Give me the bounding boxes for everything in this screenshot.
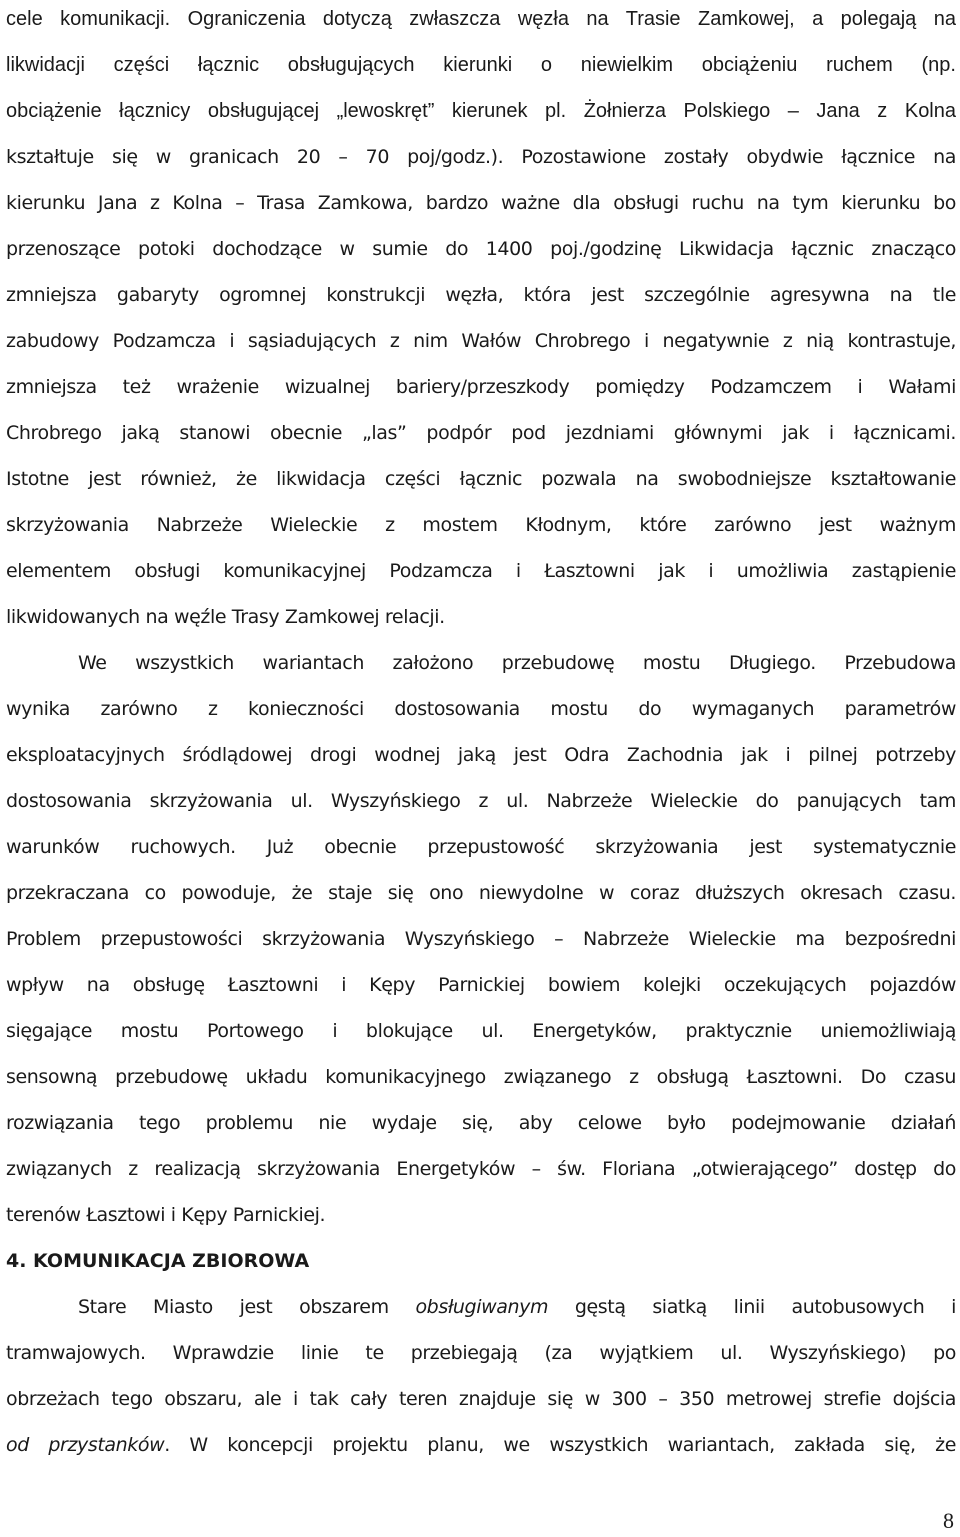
text-fragment: gęstą siatką linii autobusowych i xyxy=(548,1296,956,1318)
text-line: eksploatacyjnych śródlądowej drogi wodnej jaką jest Odra Zachodnia jak i pilnej potrzeby xyxy=(6,744,956,766)
text-line: wynika zarówno z konieczności dostosowania mostu do wymaganych parametrów xyxy=(6,698,956,720)
text-line: sięgające mostu Portowego i blokujące ul. Energetyków, praktycznie uniemożliwiają xyxy=(6,1020,956,1042)
text-line: likwidowanych na węźle Trasy Zamkowej relacji. xyxy=(6,606,445,628)
text-line: tramwajowych. Wprawdzie linie te przebiegają (za wyjątkiem ul. Wyszyńskiego) po xyxy=(6,1342,956,1364)
text-line xyxy=(6,1284,956,1330)
section-heading: 4. KOMUNIKACJA ZBIOROWA xyxy=(6,1250,310,1272)
text-line: elementem obsługi komunikacyjnej Podzamcza i Łasztowni jak i umożliwia zastąpienie xyxy=(6,560,956,582)
text-line: Problem przepustowości skrzyżowania Wyszyńskiego – Nabrzeże Wieleckie ma bezpośredni xyxy=(6,928,956,950)
text-line: Istotne jest również, że likwidacja części łącznic pozwala na swobodniejsze kształtowanie xyxy=(6,468,956,490)
text-line: obrzeżach tego obszaru, ale i tak cały teren znajduje się w 300 – 350 metrowej strefie dojścia xyxy=(6,1388,956,1410)
text-line: rozwiązania tego problemu nie wydaje się, aby celowe było podejmowanie działań xyxy=(6,1112,956,1134)
text-line: wpływ na obsługę Łasztowni i Kępy Parnickiej bowiem kolejki oczekujących pojazdów xyxy=(6,974,956,996)
text-line: likwidacji części łącznic obsługujących kierunki o niewielkim obciążeniu ruchem (np. xyxy=(6,54,956,76)
text-line: dostosowania skrzyżowania ul. Wyszyńskiego z ul. Nabrzeże Wieleckie do panujących tam xyxy=(6,790,956,812)
text-line: kierunku Jana z Kolna – Trasa Zamkowa, bardzo ważne dla obsługi ruchu na tym kierunku bo xyxy=(6,192,956,214)
text-line: Chrobrego jaką stanowi obecnie „las” podpór pod jezdniami głównymi jak i łącznicami. xyxy=(6,422,956,444)
text-line: przekraczana co powoduje, że staje się ono niewydolne w coraz dłuższych okresach czasu. xyxy=(6,882,956,904)
text-line: zabudowy Podzamcza i sąsiadujących z nim Wałów Chrobrego i negatywnie z nią kontrastuje, xyxy=(6,330,956,352)
text-line: obciążenie łącznicy obsługującej „lewoskręt” kierunek pl. Żołnierza Polskiego – Jana z Kolna xyxy=(6,100,956,122)
text-line: We wszystkich wariantach założono przebudowę mostu Długiego. Przebudowa xyxy=(78,652,956,674)
text-fragment: Stare Miasto jest obszarem xyxy=(78,1296,416,1318)
text-line: zmniejsza gabaryty ogromnej konstrukcji węzła, która jest szczególnie agresywna na tle xyxy=(6,284,956,306)
text-line: zmniejsza też wrażenie wizualnej bariery/przeszkody pomiędzy Podzamczem i Wałami xyxy=(6,376,956,398)
text-line: kształtuje się w granicach 20 – 70 poj/godz.). Pozostawione zostały obydwie łącznice na xyxy=(6,146,956,168)
text-line: terenów Łasztowi i Kępy Parnickiej. xyxy=(6,1204,326,1226)
text-line: cele komunikacji. Ograniczenia dotyczą zwłaszcza węzła na Trasie Zamkowej, a polegają na xyxy=(6,8,956,30)
italic-fragment: od przystanków xyxy=(6,1434,165,1456)
text-line: przenoszące potoki dochodzące w sumie do 1400 poj./godzinę Likwidacja łącznic znacząco xyxy=(6,238,956,260)
page-number: 8 xyxy=(943,1508,954,1533)
text-fragment: . W koncepcji projektu planu, we wszystkich wariantach, zakłada się, że xyxy=(164,1434,956,1456)
italic-fragment: obsługiwanym xyxy=(415,1296,549,1318)
text-line: sensowną przebudowę układu komunikacyjnego związanego z obsługą Łasztowni. Do czasu xyxy=(6,1066,956,1088)
text-line: skrzyżowania Nabrzeże Wieleckie z mostem Kłodnym, które zarówno jest ważnym xyxy=(6,514,956,536)
text-line: związanych z realizacją skrzyżowania Energetyków – św. Floriana „otwierającego” dostęp do xyxy=(6,1158,956,1180)
text-line xyxy=(6,1422,956,1468)
text-line: warunków ruchowych. Już obecnie przepustowość skrzyżowania jest systematycznie xyxy=(6,836,956,858)
